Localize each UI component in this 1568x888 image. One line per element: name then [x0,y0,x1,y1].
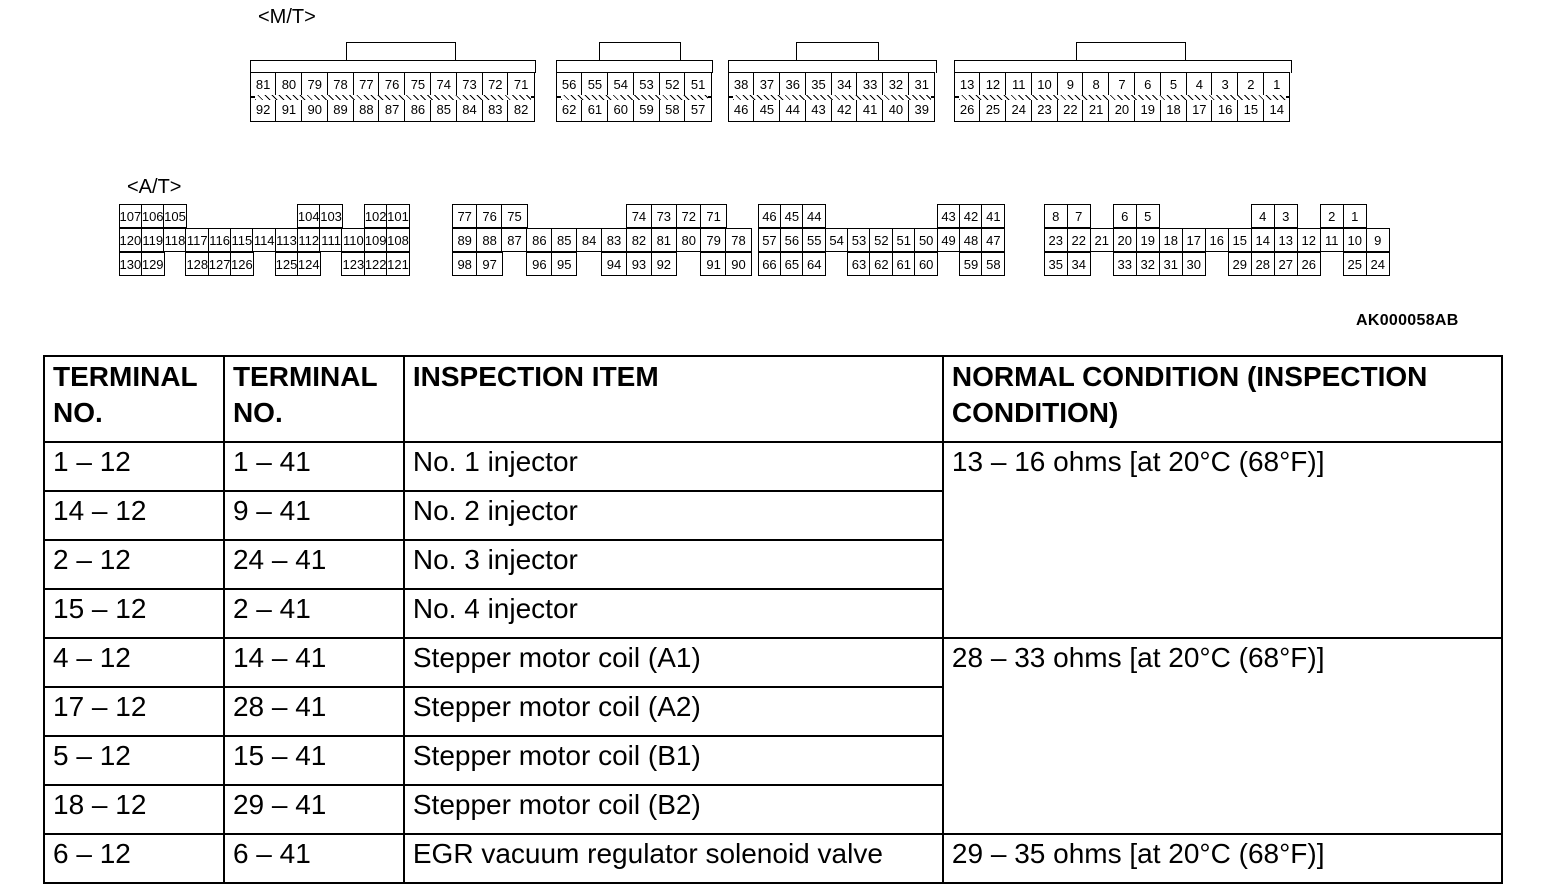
at-label: <A/T> [127,176,182,198]
at-terminal-pin: 118 [163,228,187,252]
at-terminal-pin: 110 [341,228,365,252]
at-terminal-pin: 116 [208,228,232,252]
at-terminal-pin: 61 [892,252,916,276]
mt-terminal-pin: 37 [753,72,780,97]
mt-terminal-cell: 2 – 12 [44,540,224,589]
mt-terminal-pin: 4 [1186,72,1213,97]
condition-cell: 13 – 16 ohms [at 20°C (68°F)] [943,442,1502,638]
at-terminal-pin: 23 [1044,228,1069,252]
at-terminal-pin: 20 [1113,228,1138,252]
mt-terminal-pin: 15 [1237,97,1264,122]
at-terminal-pin: 47 [981,228,1005,252]
mt-terminal-pin: 5 [1160,72,1187,97]
at-terminal-pin: 128 [185,252,209,276]
mt-terminal-pin: 86 [404,97,431,122]
mt-terminal-pin: 74 [430,72,457,97]
inspection-item-cell: No. 1 injector [404,442,943,491]
at-terminal-pin: 127 [208,252,232,276]
at-terminal-pin: 45 [780,204,804,228]
mt-terminal-cell: 6 – 12 [44,834,224,883]
at-connector-row [1045,252,1390,276]
mt-terminal-pin: 17 [1186,97,1213,122]
mt-terminal-pin: 57 [684,97,711,122]
mt-terminal-pin: 72 [482,72,509,97]
mt-terminal-pin: 32 [882,72,909,97]
at-terminal-pin: 80 [676,228,702,252]
mt-terminal-pin: 21 [1082,97,1109,122]
at-terminal-pin: 19 [1136,228,1161,252]
at-connector-row [759,204,1005,228]
at-terminal-pin: 121 [386,252,410,276]
at-terminal-pin: 28 [1251,252,1276,276]
mt-terminal-pin: 71 [507,72,534,97]
at-terminal-pin: 87 [501,228,527,252]
mt-terminal-pin: 89 [327,97,354,122]
at-terminal-pin: 94 [601,252,627,276]
at-terminal-pin: 54 [825,228,849,252]
inspection-item-cell: Stepper motor coil (B2) [404,785,943,834]
at-terminal-pin: 15 [1228,228,1253,252]
at-terminal-pin: 34 [1067,252,1092,276]
at-terminal-pin: 21 [1090,228,1115,252]
mt-terminal-pin: 38 [728,72,755,97]
at-terminal-pin: 8 [1044,204,1069,228]
figure-code: AK000058AB [1356,312,1459,329]
mt-terminal-pin: 40 [882,97,909,122]
inspection-item-cell: Stepper motor coil (B1) [404,736,943,785]
at-terminal-pin: 41 [981,204,1005,228]
mt-terminal-cell: 17 – 12 [44,687,224,736]
mt-terminal-pin: 78 [327,72,354,97]
mt-terminal-pin: 43 [805,97,832,122]
at-terminal-pin: 91 [700,252,726,276]
mt-terminal-pin: 13 [954,72,981,97]
inspection-item-cell: EGR vacuum regulator solenoid valve [404,834,943,883]
at-terminal-pin: 101 [386,204,410,228]
mt-terminal-pin: 44 [779,97,806,122]
mt-terminal-pin: 59 [633,97,660,122]
at-terminal-pin: 35 [1044,252,1069,276]
mt-terminal-pin: 75 [404,72,431,97]
at-terminal-cell: 14 – 41 [224,638,404,687]
mt-terminal-pin: 91 [275,97,302,122]
at-terminal-pin: 25 [1343,252,1368,276]
mt-terminal-pin: 22 [1057,97,1084,122]
mt-connector-row [251,72,535,97]
mt-terminal-pin: 26 [954,97,981,122]
at-terminal-pin: 43 [937,204,961,228]
at-terminal-cell: 28 – 41 [224,687,404,736]
at-terminal-pin: 62 [869,252,893,276]
mt-terminal-pin: 79 [301,72,328,97]
mt-terminal-pin: 52 [659,72,686,97]
at-terminal-cell: 24 – 41 [224,540,404,589]
at-terminal-pin: 17 [1182,228,1207,252]
inspection-item-cell: Stepper motor coil (A1) [404,638,943,687]
header-normal-condition: NORMAL CONDITION (INSPECTION CONDITION) [943,356,1502,442]
at-terminal-cell: 9 – 41 [224,491,404,540]
at-terminal-pin: 24 [1366,252,1391,276]
at-terminal-pin: 6 [1113,204,1138,228]
mt-connector-row [729,72,935,97]
mt-terminal-pin: 36 [779,72,806,97]
at-terminal-pin: 27 [1274,252,1299,276]
at-connector-row [453,204,727,228]
mt-terminal-pin: 18 [1160,97,1187,122]
mt-terminal-pin: 61 [581,97,608,122]
at-terminal-pin: 11 [1320,228,1345,252]
at-terminal-pin: 66 [758,252,782,276]
mt-connector-lock-tab [1076,42,1186,62]
at-terminal-pin: 32 [1136,252,1161,276]
at-terminal-pin: 78 [725,228,751,252]
at-terminal-pin: 50 [914,228,938,252]
mt-connector-divider [255,95,531,100]
mt-terminal-pin: 92 [250,97,277,122]
mt-terminal-pin: 7 [1108,72,1135,97]
at-terminal-pin: 103 [319,204,343,228]
at-terminal-pin: 88 [476,228,502,252]
mt-connector-row [955,97,1290,122]
mt-terminal-pin: 90 [301,97,328,122]
at-terminal-pin: 79 [700,228,726,252]
at-terminal-pin: 13 [1274,228,1299,252]
mt-terminal-pin: 51 [684,72,711,97]
mt-terminal-pin: 19 [1134,97,1161,122]
mt-terminal-pin: 3 [1211,72,1238,97]
mt-terminal-pin: 12 [979,72,1006,97]
at-terminal-pin: 114 [252,228,276,252]
mt-terminal-pin: 25 [979,97,1006,122]
at-connector-row [453,252,752,276]
at-terminal-pin: 16 [1205,228,1230,252]
mt-terminal-pin: 35 [805,72,832,97]
at-terminal-pin: 74 [626,204,652,228]
mt-terminal-pin: 84 [456,97,483,122]
mt-terminal-pin: 53 [633,72,660,97]
mt-terminal-cell: 4 – 12 [44,638,224,687]
mt-terminal-pin: 58 [659,97,686,122]
mt-terminal-pin: 34 [831,72,858,97]
mt-terminal-pin: 55 [581,72,608,97]
mt-terminal-pin: 39 [908,97,935,122]
mt-terminal-cell: 14 – 12 [44,491,224,540]
at-terminal-pin: 106 [141,204,165,228]
at-terminal-pin: 22 [1067,228,1092,252]
condition-cell: 28 – 33 ohms [at 20°C (68°F)] [943,638,1502,834]
mt-terminal-cell: 1 – 12 [44,442,224,491]
at-terminal-pin: 93 [626,252,652,276]
at-terminal-pin: 107 [119,204,143,228]
at-terminal-pin: 64 [802,252,826,276]
at-terminal-pin: 59 [959,252,983,276]
at-terminal-pin: 42 [959,204,983,228]
mt-label: <M/T> [258,6,316,28]
mt-terminal-pin: 45 [753,97,780,122]
mt-connector-lock-tab [796,42,879,62]
mt-terminal-pin: 1 [1263,72,1290,97]
at-terminal-pin: 48 [959,228,983,252]
at-terminal-pin: 53 [847,228,871,252]
table-header-row [44,356,1502,442]
at-terminal-pin: 12 [1297,228,1322,252]
at-terminal-pin: 71 [700,204,726,228]
mt-terminal-pin: 6 [1134,72,1161,97]
mt-terminal-pin: 33 [856,72,883,97]
at-connector-row [759,228,1005,252]
mt-terminal-pin: 41 [856,97,883,122]
at-terminal-pin: 26 [1297,252,1322,276]
mt-terminal-pin: 2 [1237,72,1264,97]
at-terminal-pin: 104 [297,204,321,228]
inspection-item-cell: Stepper motor coil (A2) [404,687,943,736]
at-terminal-pin: 126 [230,252,254,276]
at-terminal-cell: 1 – 41 [224,442,404,491]
at-connector-row [120,228,410,252]
mt-terminal-pin: 76 [378,72,405,97]
at-terminal-pin: 112 [297,228,321,252]
mt-connector-divider [959,95,1286,100]
at-connector-row [1045,228,1390,252]
header-mt-terminal: TERMINAL NO. [44,356,224,442]
at-terminal-pin: 84 [576,228,602,252]
mt-terminal-pin: 24 [1005,97,1032,122]
mt-terminal-pin: 77 [353,72,380,97]
at-terminal-pin: 113 [275,228,299,252]
at-terminal-pin: 108 [386,228,410,252]
at-terminal-pin: 123 [341,252,365,276]
mt-connector-divider [733,95,931,100]
mt-connector-row [557,72,712,97]
at-connector-row [1045,204,1367,228]
condition-cell: 29 – 35 ohms [at 20°C (68°F)] [943,834,1502,883]
mt-terminal-pin: 23 [1031,97,1058,122]
mt-terminal-pin: 56 [556,72,583,97]
at-terminal-pin: 117 [185,228,209,252]
mt-terminal-pin: 83 [482,97,509,122]
at-terminal-pin: 83 [601,228,627,252]
at-terminal-pin: 130 [119,252,143,276]
at-terminal-pin: 30 [1182,252,1207,276]
mt-terminal-pin: 80 [275,72,302,97]
at-terminal-pin: 63 [847,252,871,276]
at-terminal-pin: 111 [319,228,343,252]
at-terminal-cell: 6 – 41 [224,834,404,883]
at-terminal-pin: 31 [1159,252,1184,276]
header-inspection-item: INSPECTION ITEM [404,356,943,442]
at-terminal-pin: 124 [297,252,321,276]
at-terminal-pin: 51 [892,228,916,252]
at-terminal-pin: 77 [452,204,478,228]
at-terminal-pin: 102 [364,204,388,228]
mt-terminal-pin: 16 [1211,97,1238,122]
mt-connector-divider [561,95,708,100]
at-terminal-pin: 46 [758,204,782,228]
at-connector-row [453,228,752,252]
at-terminal-pin: 75 [501,204,527,228]
mt-terminal-pin: 81 [250,72,277,97]
at-terminal-pin: 10 [1343,228,1368,252]
mt-connector-lock-tab [346,42,456,62]
mt-terminal-pin: 8 [1082,72,1109,97]
at-terminal-cell: 29 – 41 [224,785,404,834]
mt-terminal-pin: 88 [353,97,380,122]
at-terminal-pin: 115 [230,228,254,252]
at-terminal-pin: 119 [141,228,165,252]
inspection-item-cell: No. 3 injector [404,540,943,589]
at-terminal-pin: 76 [476,204,502,228]
at-terminal-pin: 129 [141,252,165,276]
at-terminal-pin: 96 [526,252,552,276]
mt-connector-lock-tab [599,42,681,62]
at-terminal-pin: 85 [551,228,577,252]
at-terminal-pin: 82 [626,228,652,252]
mt-connector-row [251,97,535,122]
mt-terminal-pin: 10 [1031,72,1058,97]
mt-terminal-pin: 9 [1057,72,1084,97]
at-terminal-pin: 55 [802,228,826,252]
at-terminal-pin: 44 [802,204,826,228]
mt-connector-row [729,97,935,122]
inspection-item-cell: No. 2 injector [404,491,943,540]
mt-terminal-cell: 5 – 12 [44,736,224,785]
at-terminal-pin: 49 [937,228,961,252]
mt-terminal-pin: 60 [607,97,634,122]
at-terminal-pin: 52 [869,228,893,252]
at-terminal-pin: 57 [758,228,782,252]
at-connector-row [120,252,410,276]
at-terminal-pin: 14 [1251,228,1276,252]
at-terminal-pin: 1 [1343,204,1368,228]
at-terminal-pin: 29 [1228,252,1253,276]
mt-terminal-cell: 18 – 12 [44,785,224,834]
at-terminal-pin: 33 [1113,252,1138,276]
table-row [44,442,1502,491]
at-terminal-pin: 109 [364,228,388,252]
at-terminal-pin: 3 [1274,204,1299,228]
at-terminal-pin: 56 [780,228,804,252]
at-terminal-pin: 4 [1251,204,1276,228]
mt-terminal-pin: 11 [1005,72,1032,97]
at-terminal-pin: 92 [651,252,677,276]
at-terminal-pin: 98 [452,252,478,276]
mt-terminal-pin: 46 [728,97,755,122]
inspection-table [43,355,1503,884]
mt-terminal-pin: 87 [378,97,405,122]
at-terminal-pin: 58 [981,252,1005,276]
mt-connector-row [557,97,712,122]
at-terminal-pin: 65 [780,252,804,276]
mt-terminal-cell: 15 – 12 [44,589,224,638]
mt-terminal-pin: 14 [1263,97,1290,122]
mt-connector-row [955,72,1290,97]
mt-terminal-pin: 54 [607,72,634,97]
mt-terminal-pin: 62 [556,97,583,122]
table-row [44,834,1502,883]
inspection-item-cell: No. 4 injector [404,589,943,638]
at-terminal-pin: 60 [914,252,938,276]
at-terminal-pin: 120 [119,228,143,252]
mt-terminal-pin: 73 [456,72,483,97]
at-terminal-pin: 7 [1067,204,1092,228]
at-terminal-pin: 97 [476,252,502,276]
at-terminal-pin: 9 [1366,228,1391,252]
at-terminal-pin: 89 [452,228,478,252]
at-terminal-pin: 122 [364,252,388,276]
table-row [44,638,1502,687]
at-terminal-pin: 18 [1159,228,1184,252]
at-terminal-pin: 81 [651,228,677,252]
at-terminal-pin: 95 [551,252,577,276]
at-terminal-cell: 2 – 41 [224,589,404,638]
at-terminal-cell: 15 – 41 [224,736,404,785]
at-terminal-pin: 72 [676,204,702,228]
at-terminal-pin: 73 [651,204,677,228]
mt-terminal-pin: 20 [1108,97,1135,122]
mt-terminal-pin: 42 [831,97,858,122]
mt-terminal-pin: 82 [507,97,534,122]
at-terminal-pin: 86 [526,228,552,252]
at-terminal-pin: 125 [275,252,299,276]
at-terminal-pin: 2 [1320,204,1345,228]
at-connector-row [759,252,1005,276]
header-at-terminal: TERMINAL NO. [224,356,404,442]
mt-terminal-pin: 85 [430,97,457,122]
at-terminal-pin: 105 [163,204,187,228]
at-terminal-pin: 90 [725,252,751,276]
mt-terminal-pin: 31 [908,72,935,97]
at-terminal-pin: 5 [1136,204,1161,228]
at-connector-row [120,204,410,228]
